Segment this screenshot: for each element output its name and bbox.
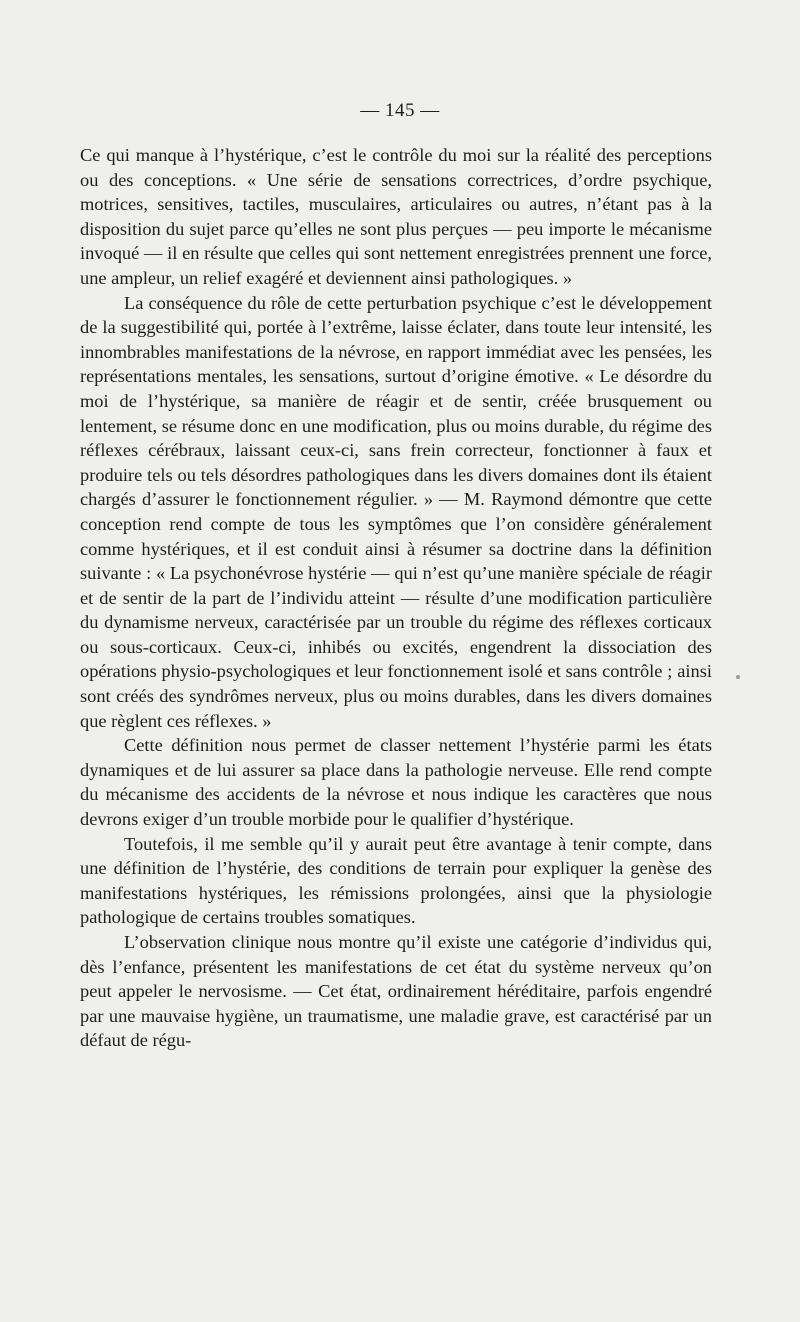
paper-speck [736, 675, 740, 679]
body-text [80, 143, 712, 1053]
paragraph: Cette définition nous permet de classer nettement l’hystérie parmi les états dynamiques et de lui assurer sa place dans la pathologie nerveuse. Elle rend compte du mécanisme des accidents de la névrose et nous indique les caractères que nous devrons exiger d’un trouble morbide pour le qualifier d’hystérique. [80, 735, 712, 830]
page-number: — 145 — [360, 100, 440, 121]
paragraph: L’observation clinique nous montre qu’il existe une catégorie d’individus qui, dès l’enfance, présentent les manifestations de cet état du système nerveux qu’on peut appeler le nervosisme. — Cet état, ordinairement héréditaire, parfois engendré par une mauvaise hygiène, un traumatisme, une maladie grave, est caractérisé par un défaut de régu- [80, 932, 712, 1051]
paragraph: Ce qui manque à l’hystérique, c’est le contrôle du moi sur la réalité des perceptions ou des conceptions. « Une série de sensations correctrices, d’ordre psychique, motrices, sensitives, tactiles, musculaires, articulaires ou autres, n’étant pas à la disposition du sujet parce qu’elles ne sont plus perçues — peu importe le mécanisme invoqué — il en résulte que celles qui sont nettement enregistrées prennent une force, une ampleur, un relief exagéré et deviennent ainsi pathologiques. » [80, 145, 712, 288]
paragraph: La conséquence du rôle de cette perturbation psychique c’est le développement de la suggestibilité qui, portée à l’extrême, laisse éclater, dans toute leur intensité, les innombrables manifestations de la névrose, en rapport immédiat avec les pensées, les représentations mentales, les sensations, surtout d’origine émotive. « Le désordre du moi de l’hystérique, sa manière de réagir et de sentir, créée brusquement ou lentement, se résume donc en une modification, plus ou moins durable, du régime des réflexes cérébraux, laissant ceux-ci, sans frein correcteur, fonctionner à faux et produire tels ou tels désordres pathologiques dans les divers domaines dont ils étaient chargés d’assurer le fonctionnement régulier. » — M. Raymond démontre que cette conception rend compte de tous les symptômes que l’on considère généralement comme hystériques, et il est conduit ainsi à résumer sa doctrine dans la définition suivante : « La psychonévrose hystérie — qui n’est qu’une manière spéciale de réagir et de sentir de la part de l’individu atteint — résulte d’une modification particulière du dynamisme nerveux, caractérisée par un trouble du régime des réflexes corticaux ou sous-corticaux. Ceux-ci, inhibés ou excités, engendrent la dissociation des opérations physio-psychologiques et leur fonctionnement isolé et sans contrôle ; ainsi sont créés des syndrômes nerveux, plus ou moins durables, dans les divers domaines que règlent ces réflexes. » [80, 292, 712, 731]
paragraph: Toutefois, il me semble qu’il y aurait peut être avantage à tenir compte, dans une définition de l’hystérie, des conditions de terrain pour expliquer la genèse des manifestations hystériques, les rémissions prolongées, ainsi que la physiologie pathologique de certains troubles somatiques. [80, 833, 712, 928]
